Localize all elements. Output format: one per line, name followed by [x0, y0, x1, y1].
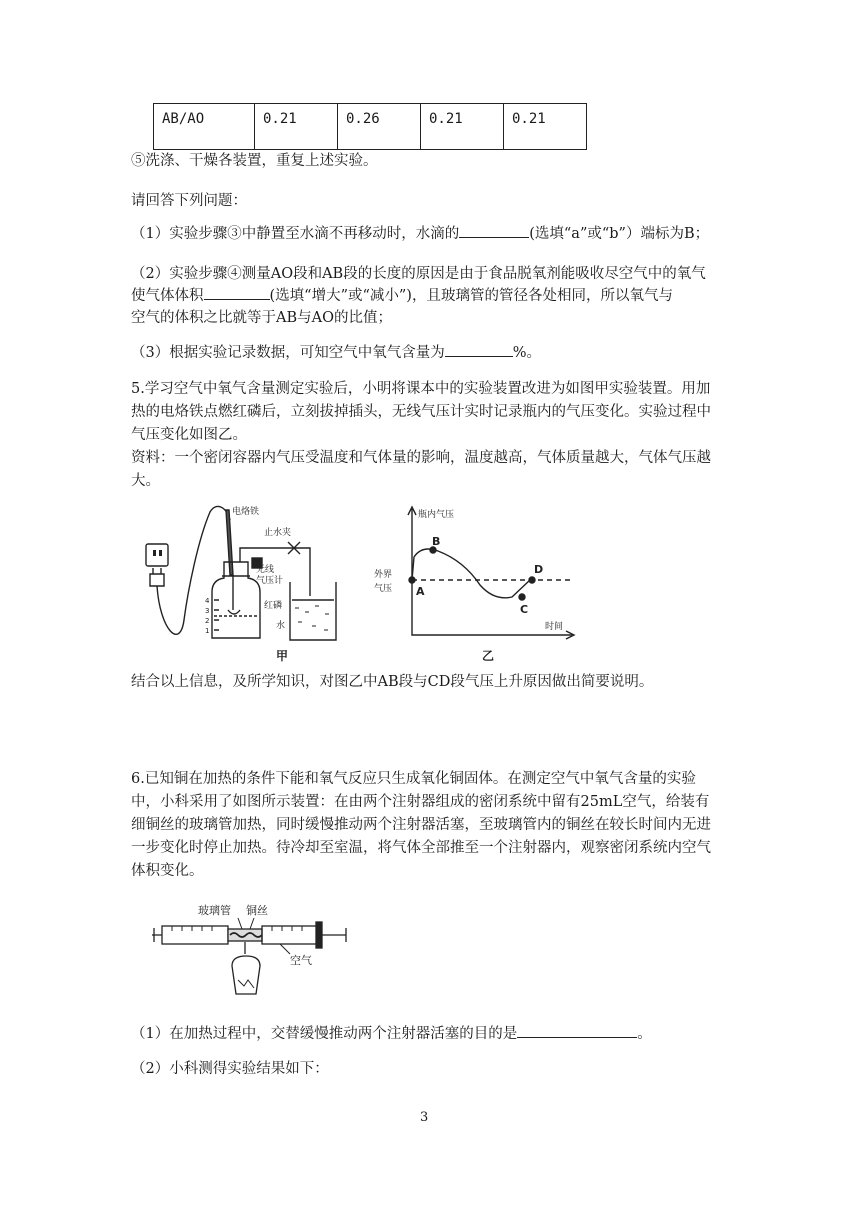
- ref-label-2: 气压: [374, 584, 393, 594]
- label-phosphorus: 红磷: [264, 601, 283, 611]
- q4-sub1-pre: （1）实验步骤③中静置至水滴不再移动时，水滴的: [131, 226, 460, 242]
- syringe-apparatus-figure: [150, 898, 360, 1003]
- beaker-icon: [290, 582, 336, 640]
- graph-axes: [412, 509, 572, 635]
- q4-sub3: [131, 342, 541, 365]
- q6-line1: 6.已知铜在加热的条件下能和氧气反应只生成氧化铜固体。在测定空气中氧气含量的实验: [131, 771, 696, 787]
- q5-line5: 大。: [131, 473, 160, 489]
- q4-sub2-line1: （2）实验步骤④测量AO段和AB段的长度的原因是由于食品脱氧剂能吸收尽空气中的氧气: [131, 266, 706, 282]
- q4-sub3-post: %。: [512, 345, 542, 361]
- table-cell: 0.21: [421, 104, 504, 150]
- q5-line3: 气压变化如图乙。: [131, 427, 247, 443]
- label-soldering: 电烙铁: [232, 507, 260, 517]
- scale-label: 3: [205, 607, 210, 615]
- alcohol-lamp-icon: [232, 956, 260, 994]
- q6-line4: 一步变化时停止加热。待冷却至室温，将气体全部推至一个注射器内，观察密闭系统内空气: [131, 840, 711, 856]
- label-clamp: 止水夹: [264, 528, 292, 538]
- label-gauge1: 无线: [256, 565, 275, 575]
- right-syringe-icon: [262, 926, 320, 944]
- point-label: B: [432, 535, 441, 548]
- point-label: C: [520, 603, 529, 616]
- socket-icon: [146, 544, 168, 566]
- point-d: [529, 577, 535, 583]
- q4-sub2-line3: 空气的体积之比就等于AB与AO的比值；: [131, 310, 392, 326]
- figure-caption-yi: 乙: [482, 649, 495, 663]
- step-5-text: ⑤洗涤、干燥各装置，重复上述实验。: [131, 153, 378, 169]
- label-air: 空气: [290, 954, 312, 967]
- point-label: A: [416, 585, 425, 598]
- plug-icon: [150, 568, 164, 586]
- pressure-graph-yi: [372, 505, 577, 665]
- page-number: 3: [420, 1110, 429, 1125]
- ref-label-1: 外界: [374, 570, 393, 580]
- q4-sub2-line2: [131, 285, 673, 308]
- q6-sub1-post: 。: [637, 1026, 652, 1042]
- graph-xlabel: 时间: [545, 622, 564, 632]
- label-glass-tube: 玻璃管: [198, 904, 231, 917]
- label-copper-wire: 铜丝: [246, 904, 268, 917]
- point-a: [409, 577, 415, 583]
- q4-sub3-pre: （3）根据实验记录数据，可知空气中氧气含量为: [131, 345, 445, 361]
- q5-question: 结合以上信息，及所学知识，对图乙中AB段与CD段气压上升原因做出简要说明。: [131, 674, 654, 690]
- q6-line5: 体积变化。: [131, 863, 204, 879]
- scale-label: 1: [205, 627, 210, 635]
- table-cell: 0.21: [504, 104, 587, 150]
- q4-sub1-post: (选填“a”或“b”）端标为B；: [529, 226, 710, 242]
- table-row: [154, 104, 587, 150]
- table-cell-label: AB/AO: [154, 104, 255, 150]
- graph-ylabel: 瓶内气压: [418, 510, 455, 520]
- q5-line1: 5.学习空气中氧气含量测定实验后，小明将课本中的实验装置改进为如图甲实验装置。用加: [131, 381, 711, 397]
- soldering-iron-icon: [226, 510, 233, 575]
- pressure-curve: [412, 549, 530, 598]
- q6-sub1: [131, 1023, 652, 1046]
- flask-icon: [212, 562, 260, 638]
- point-c: [519, 594, 525, 600]
- q6-line2: 中，小科采用了如图所示装置：在由两个注射器组成的密闭系统中留有25mL空气，给装有: [131, 794, 710, 810]
- q6-sub2: （2）小科测得实验结果如下：: [131, 1061, 329, 1077]
- q5-line2: 热的电烙铁点燃红磷后，立刻拔掉插头，无线气压计实时记录瓶内的气压变化。实验过程中: [131, 404, 711, 420]
- answer-blank[interactable]: [459, 223, 529, 238]
- label-water: 水: [276, 621, 286, 631]
- table-cell: 0.26: [338, 104, 421, 150]
- q4-sub2-post: (选填“增大”或“减小”)，且玻璃管的管径各处相同，所以氧气与: [269, 288, 673, 304]
- figure-caption-jia: 甲: [276, 649, 289, 663]
- answer-blank[interactable]: [204, 285, 270, 300]
- prompt-text: 请回答下列问题：: [131, 193, 247, 209]
- scale-label: 4: [205, 597, 210, 605]
- apparatus-figure-jia: [140, 500, 355, 665]
- q4-sub1: [131, 223, 709, 246]
- q5-line4: 资料：一个密闭容器内气压受温度和气体量的影响，温度越高，气体质量越大，气体气压越: [131, 450, 711, 466]
- point-label: D: [534, 563, 544, 576]
- q6-line3: 细铜丝的玻璃管加热，同时缓慢推动两个注射器活塞，至玻璃管内的铜丝在较长时间内无进: [131, 817, 711, 833]
- label-gauge2: 气压计: [256, 576, 284, 586]
- power-cord: [157, 506, 230, 634]
- answer-blank[interactable]: [517, 1023, 637, 1038]
- scale-label: 2: [205, 617, 210, 625]
- table-cell: 0.21: [255, 104, 338, 150]
- answer-blank[interactable]: [445, 342, 513, 357]
- q6-sub1-pre: （1）在加热过程中，交替缓慢推动两个注射器活塞的目的是: [131, 1026, 518, 1042]
- q4-sub2-pre: 使气体体积: [131, 288, 204, 304]
- data-table: [153, 103, 587, 150]
- connecting-tube: [240, 548, 310, 596]
